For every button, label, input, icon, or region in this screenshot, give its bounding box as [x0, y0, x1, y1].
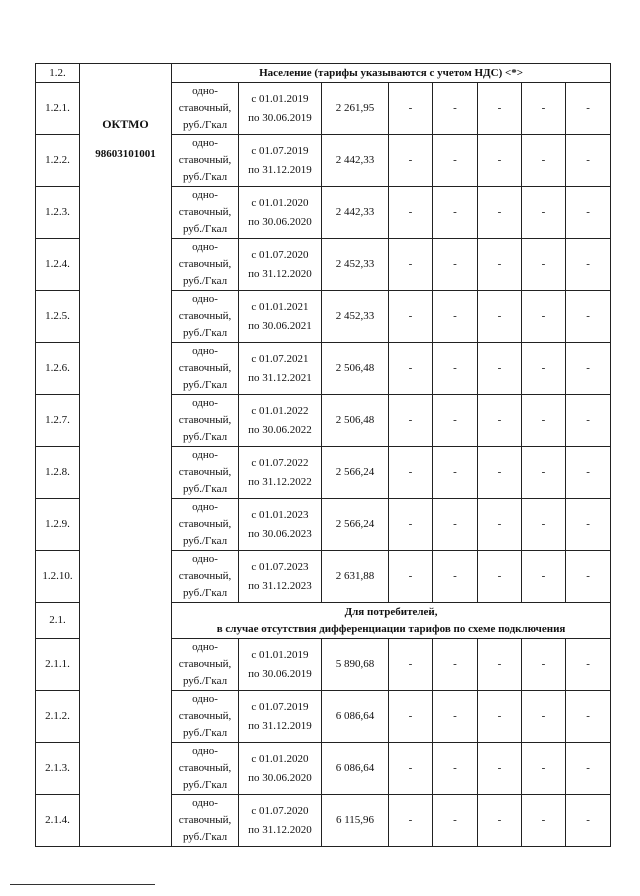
unit-line: одно- — [192, 797, 218, 809]
empty-dash: - — [433, 239, 478, 291]
unit-line: руб./Гкал — [182, 379, 228, 391]
empty-dash: - — [478, 291, 522, 343]
unit-cell — [172, 135, 239, 187]
row-number: 1.2.2. — [36, 135, 80, 187]
period-from: с 01.07.2020 — [251, 248, 309, 261]
empty-dash: - — [389, 499, 433, 551]
unit-line: ставочный, — [178, 102, 232, 114]
empty-dash: - — [566, 743, 611, 795]
period-from: с 01.01.2023 — [251, 508, 309, 521]
row-number: 1.2.6. — [36, 343, 80, 395]
unit-line: одно- — [192, 241, 218, 253]
empty-dash: - — [433, 551, 478, 603]
period-to: по 31.12.2020 — [248, 267, 312, 280]
unit-line: одно- — [192, 345, 218, 357]
empty-dash: - — [478, 691, 522, 743]
empty-dash: - — [566, 691, 611, 743]
empty-dash: - — [389, 343, 433, 395]
empty-dash: - — [433, 187, 478, 239]
period-to: по 31.12.2022 — [248, 475, 312, 488]
unit-line: ставочный, — [178, 570, 232, 582]
tariff-value: 2 566,24 — [322, 447, 389, 499]
footnote-divider — [10, 884, 155, 885]
tariff-value: 2 442,33 — [322, 187, 389, 239]
unit-cell — [172, 187, 239, 239]
tariff-value: 2 506,48 — [322, 395, 389, 447]
section-title — [172, 603, 611, 639]
empty-dash: - — [389, 447, 433, 499]
oktmo-cell — [80, 64, 172, 847]
row-number: 1.2.5. — [36, 291, 80, 343]
empty-dash: - — [566, 83, 611, 135]
unit-cell — [172, 83, 239, 135]
period-cell — [239, 187, 322, 239]
section-title: Население (тарифы указываются с учетом НДС) <*> — [172, 64, 611, 83]
row-number: 1.2.4. — [36, 239, 80, 291]
period-to: по 30.06.2019 — [248, 667, 312, 680]
unit-line: руб./Гкал — [182, 831, 228, 843]
period-cell — [239, 551, 322, 603]
empty-dash: - — [389, 795, 433, 847]
period-from: с 01.07.2019 — [251, 144, 309, 157]
empty-dash: - — [389, 395, 433, 447]
tariff-value: 2 452,33 — [322, 239, 389, 291]
unit-cell — [172, 395, 239, 447]
section-title-line: в случае отсутствия дифференциации тарифов по схеме подключения — [216, 622, 566, 635]
row-number: 1.2.9. — [36, 499, 80, 551]
unit-cell — [172, 499, 239, 551]
empty-dash: - — [433, 291, 478, 343]
empty-dash: - — [522, 691, 566, 743]
row-number: 2.1.2. — [36, 691, 80, 743]
section-number: 2.1. — [36, 603, 80, 639]
empty-dash: - — [478, 447, 522, 499]
empty-dash: - — [522, 343, 566, 395]
empty-dash: - — [433, 343, 478, 395]
tariff-value: 2 631,88 — [322, 551, 389, 603]
unit-cell — [172, 343, 239, 395]
tariff-value: 2 261,95 — [322, 83, 389, 135]
period-from: с 01.07.2022 — [251, 456, 309, 469]
unit-line: руб./Гкал — [182, 431, 228, 443]
period-from: с 01.07.2020 — [251, 804, 309, 817]
empty-dash: - — [433, 795, 478, 847]
empty-dash: - — [566, 135, 611, 187]
period-cell — [239, 795, 322, 847]
oktmo-label: ОКТМО — [102, 117, 149, 131]
unit-line: одно- — [192, 449, 218, 461]
tariff-value: 2 442,33 — [322, 135, 389, 187]
period-to: по 30.06.2019 — [248, 111, 312, 124]
period-to: по 31.12.2020 — [248, 823, 312, 836]
unit-line: ставочный, — [178, 658, 232, 670]
row-number: 2.1.1. — [36, 639, 80, 691]
unit-line: одно- — [192, 293, 218, 305]
period-from: с 01.07.2019 — [251, 700, 309, 713]
empty-dash: - — [478, 135, 522, 187]
period-cell — [239, 239, 322, 291]
row-number: 2.1.3. — [36, 743, 80, 795]
unit-cell — [172, 551, 239, 603]
unit-line: одно- — [192, 137, 218, 149]
empty-dash: - — [478, 499, 522, 551]
empty-dash: - — [478, 551, 522, 603]
oktmo-code: 98603101001 — [95, 148, 156, 160]
empty-dash: - — [566, 343, 611, 395]
unit-cell — [172, 291, 239, 343]
period-cell — [239, 83, 322, 135]
empty-dash: - — [433, 639, 478, 691]
empty-dash: - — [522, 743, 566, 795]
empty-dash: - — [522, 447, 566, 499]
empty-dash: - — [522, 291, 566, 343]
empty-dash: - — [478, 83, 522, 135]
period-from: с 01.07.2023 — [251, 560, 309, 573]
empty-dash: - — [566, 499, 611, 551]
unit-line: одно- — [192, 693, 218, 705]
period-to: по 31.12.2019 — [248, 163, 312, 176]
empty-dash: - — [433, 499, 478, 551]
empty-dash: - — [478, 795, 522, 847]
unit-line: руб./Гкал — [182, 779, 228, 791]
period-cell — [239, 291, 322, 343]
unit-cell — [172, 691, 239, 743]
period-to: по 31.12.2021 — [248, 371, 312, 384]
period-cell — [239, 135, 322, 187]
unit-line: одно- — [192, 397, 218, 409]
empty-dash: - — [522, 639, 566, 691]
empty-dash: - — [522, 499, 566, 551]
section-title-line: Для потребителей, — [344, 605, 438, 618]
unit-line: ставочный, — [178, 762, 232, 774]
unit-cell — [172, 743, 239, 795]
unit-line: ставочный, — [178, 518, 232, 530]
empty-dash: - — [389, 551, 433, 603]
tariffs-table — [35, 63, 611, 847]
unit-line: ставочный, — [178, 258, 232, 270]
unit-line: руб./Гкал — [182, 675, 228, 687]
empty-dash: - — [478, 187, 522, 239]
period-from: с 01.01.2020 — [251, 752, 309, 765]
tariff-value: 6 086,64 — [322, 743, 389, 795]
empty-dash: - — [389, 83, 433, 135]
unit-line: ставочный, — [178, 154, 232, 166]
row-number: 1.2.8. — [36, 447, 80, 499]
empty-dash: - — [433, 691, 478, 743]
period-from: с 01.01.2022 — [251, 404, 309, 417]
period-cell — [239, 343, 322, 395]
empty-dash: - — [389, 691, 433, 743]
section-header-row — [36, 64, 611, 83]
empty-dash: - — [478, 639, 522, 691]
unit-line: руб./Гкал — [182, 727, 228, 739]
unit-line: ставочный, — [178, 466, 232, 478]
empty-dash: - — [522, 795, 566, 847]
unit-line: одно- — [192, 85, 218, 97]
empty-dash: - — [478, 743, 522, 795]
period-to: по 30.06.2020 — [248, 771, 312, 784]
row-number: 1.2.10. — [36, 551, 80, 603]
empty-dash: - — [522, 135, 566, 187]
tariff-value: 5 890,68 — [322, 639, 389, 691]
unit-line: руб./Гкал — [182, 535, 228, 547]
unit-line: ставочный, — [178, 206, 232, 218]
empty-dash: - — [389, 291, 433, 343]
empty-dash: - — [522, 395, 566, 447]
empty-dash: - — [478, 239, 522, 291]
unit-line: руб./Гкал — [182, 171, 228, 183]
empty-dash: - — [522, 551, 566, 603]
period-from: с 01.01.2019 — [251, 92, 309, 105]
empty-dash: - — [566, 639, 611, 691]
empty-dash: - — [389, 239, 433, 291]
unit-line: руб./Гкал — [182, 587, 228, 599]
unit-line: руб./Гкал — [182, 275, 228, 287]
empty-dash: - — [389, 135, 433, 187]
empty-dash: - — [433, 395, 478, 447]
unit-line: одно- — [192, 501, 218, 513]
empty-dash: - — [478, 343, 522, 395]
row-number: 1.2.3. — [36, 187, 80, 239]
unit-line: ставочный, — [178, 310, 232, 322]
unit-line: руб./Гкал — [182, 483, 228, 495]
unit-line: одно- — [192, 189, 218, 201]
unit-line: одно- — [192, 745, 218, 757]
section-number: 1.2. — [36, 64, 80, 83]
period-cell — [239, 639, 322, 691]
empty-dash: - — [566, 291, 611, 343]
period-from: с 01.01.2020 — [251, 196, 309, 209]
empty-dash: - — [566, 395, 611, 447]
empty-dash: - — [433, 83, 478, 135]
period-cell — [239, 499, 322, 551]
unit-line: ставочный, — [178, 814, 232, 826]
unit-line: одно- — [192, 553, 218, 565]
period-to: по 30.06.2020 — [248, 215, 312, 228]
row-number: 1.2.1. — [36, 83, 80, 135]
period-to: по 30.06.2023 — [248, 527, 312, 540]
unit-cell — [172, 239, 239, 291]
unit-line: руб./Гкал — [182, 327, 228, 339]
period-from: с 01.01.2021 — [251, 300, 309, 313]
empty-dash: - — [566, 187, 611, 239]
empty-dash: - — [566, 447, 611, 499]
period-from: с 01.07.2021 — [251, 352, 309, 365]
empty-dash: - — [389, 639, 433, 691]
tariff-value: 6 086,64 — [322, 691, 389, 743]
empty-dash: - — [389, 187, 433, 239]
period-cell — [239, 447, 322, 499]
unit-line: руб./Гкал — [182, 223, 228, 235]
row-number: 1.2.7. — [36, 395, 80, 447]
empty-dash: - — [522, 83, 566, 135]
tariff-value: 2 506,48 — [322, 343, 389, 395]
unit-line: одно- — [192, 641, 218, 653]
empty-dash: - — [522, 239, 566, 291]
unit-line: ставочный, — [178, 414, 232, 426]
empty-dash: - — [522, 187, 566, 239]
unit-line: руб./Гкал — [182, 119, 228, 131]
period-to: по 31.12.2023 — [248, 579, 312, 592]
unit-line: ставочный, — [178, 362, 232, 374]
unit-cell — [172, 447, 239, 499]
empty-dash: - — [433, 135, 478, 187]
empty-dash: - — [389, 743, 433, 795]
empty-dash: - — [566, 239, 611, 291]
tariff-value: 2 452,33 — [322, 291, 389, 343]
period-from: с 01.01.2019 — [251, 648, 309, 661]
period-cell — [239, 743, 322, 795]
tariff-value: 6 115,96 — [322, 795, 389, 847]
tariff-value: 2 566,24 — [322, 499, 389, 551]
empty-dash: - — [566, 551, 611, 603]
unit-cell — [172, 639, 239, 691]
row-number: 2.1.4. — [36, 795, 80, 847]
period-to: по 31.12.2019 — [248, 719, 312, 732]
empty-dash: - — [566, 795, 611, 847]
unit-line: ставочный, — [178, 710, 232, 722]
empty-dash: - — [433, 743, 478, 795]
period-cell — [239, 691, 322, 743]
unit-cell — [172, 795, 239, 847]
period-to: по 30.06.2022 — [248, 423, 312, 436]
period-to: по 30.06.2021 — [248, 319, 312, 332]
period-cell — [239, 395, 322, 447]
empty-dash: - — [433, 447, 478, 499]
empty-dash: - — [478, 395, 522, 447]
